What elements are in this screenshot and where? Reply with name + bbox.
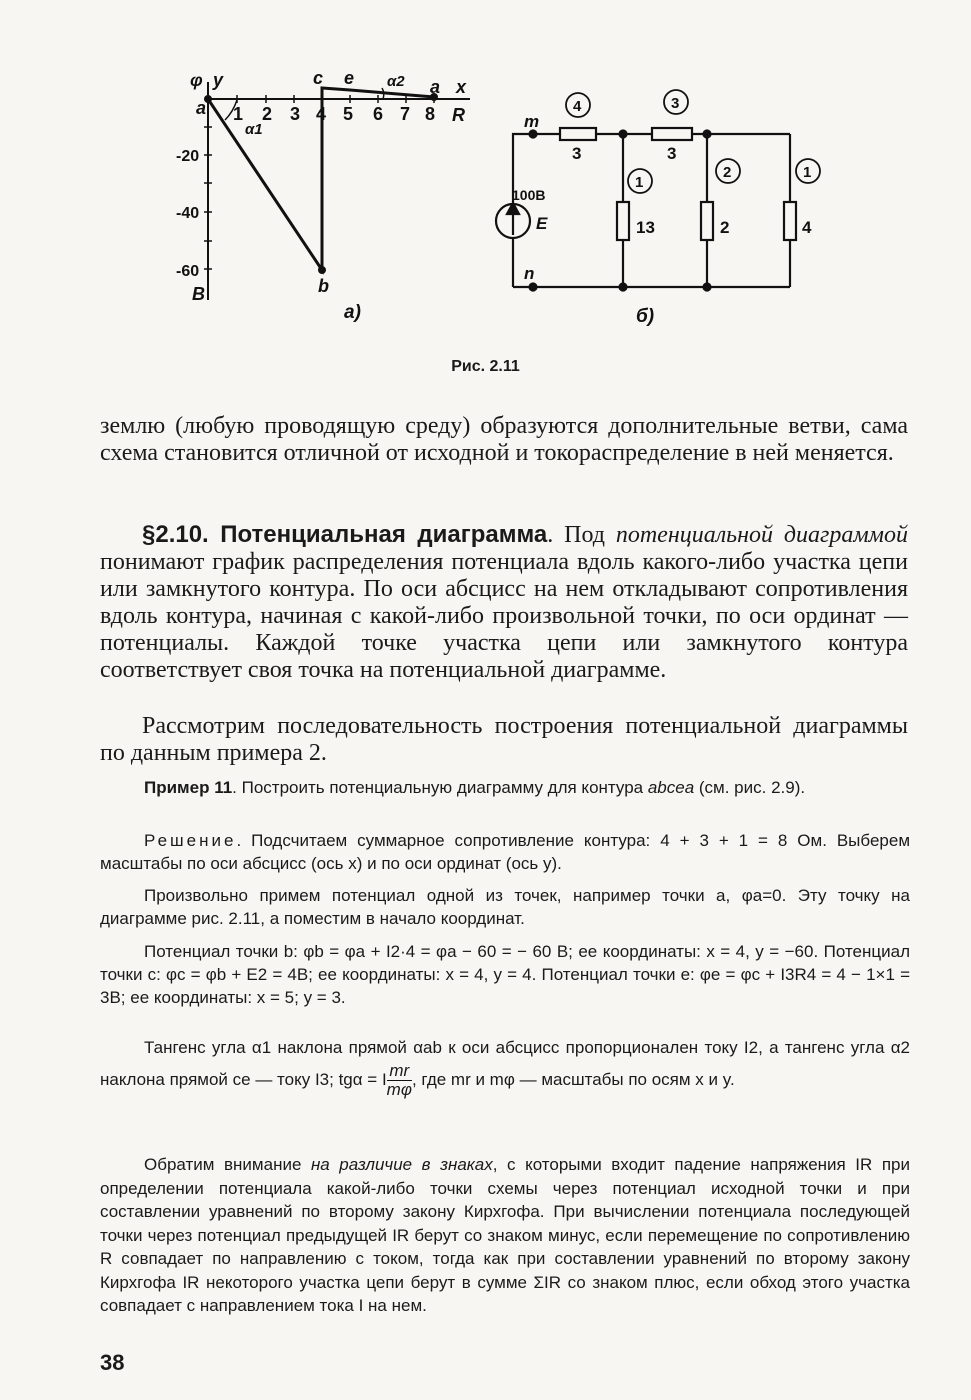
- x-tick-5: 5: [343, 104, 354, 124]
- node-m-label: m: [524, 112, 540, 131]
- branch-number-1a: 1: [635, 174, 644, 191]
- node-top-1: [620, 131, 627, 138]
- point-b-dot: [319, 267, 325, 273]
- resistor-branch-13-value: 13: [636, 218, 655, 237]
- figure-caption: Рис. 2.11: [451, 358, 520, 375]
- paragraph-5: [100, 940, 910, 1009]
- section-text-b: понимают график распределения потенциала вдоль какого-либо участка цепи или замкнутого контура. По оси абсцисс на нем откладывают сопротивления вдоль контура, начиная с какой-либо произвольной точки, по оси ординат — потенциалы. Каждой точке участка цепи или замкнутого контура соответствует своя точка на потенциальной диаграмме.: [100, 549, 908, 683]
- paragraph-7-emphasis: на различие в знаках: [310, 1155, 493, 1174]
- x-label: x: [456, 77, 467, 97]
- x-tick-7: 7: [400, 104, 411, 124]
- sublabel-a: а): [344, 302, 361, 323]
- resistor-branch-2-value: 2: [720, 218, 730, 237]
- node-bottom-2: [704, 284, 711, 291]
- section-paragraph: [100, 521, 908, 684]
- node-m-dot: [530, 131, 537, 138]
- example-heading: Пример 11: [144, 778, 233, 797]
- section-heading: §2.10. Потенциальная диаграмма: [142, 521, 548, 548]
- x-tick-2: 2: [262, 104, 273, 124]
- point-c-label: c: [313, 68, 324, 88]
- y-unit-label: В: [192, 284, 205, 304]
- solution-paragraph: [100, 829, 910, 875]
- section-emphasis: потенциальной диаграммой: [615, 522, 908, 548]
- paragraph-6-text-a: Тангенс угла α1 наклона прямой αab к оси абсцисс пропорционален току I2, а тангенс угла α2 наклона прямой ce — току I3; tgα = I: [100, 1038, 910, 1089]
- figure-2-11: [0, 0, 971, 400]
- example-paragraph: [100, 776, 910, 799]
- alpha1-label: α1: [245, 121, 263, 138]
- phi-label: φ: [190, 70, 203, 90]
- source-voltage-label: 100В: [512, 187, 546, 203]
- fraction-numerator: mr: [387, 1062, 412, 1081]
- node-top-2: [704, 131, 711, 138]
- x-tick-3: 3: [290, 104, 301, 124]
- paragraph-7-text-b: , с которыми входит падение напряжения IR при определении потенциала какой-либо точки схемы через потенциал исходной точки и при составлении уравнений по второму закону Кирхгофа. При вычислении потенциала последующей точки через потенциал предыдущей IR берут со знаком минус, если перемещение по сопротивлению R совпадает по направлению с током, тогда как при составлении уравнений по второму закону Кирхгофа IR некоторого участка цепи берут в сумме ΣIR со знаком плюс, если обход этого участка совпадает с направлением тока I на нем.: [100, 1155, 910, 1315]
- paragraph-1: землю (любую проводящую среду) образуются дополнительные ветви, сама схема становится отличной от исходной и токораспределение в ней меняется.: [100, 413, 908, 466]
- sublabel-b: б): [636, 306, 655, 327]
- y-tick-minus40: -40: [176, 205, 200, 222]
- solution-text: . Подсчитаем суммарное сопротивление контура: 4 + 3 + 1 = 8 Ом. Выберем масштабы по оси абсцисс (ось x) и по оси ординат (ось y).: [100, 831, 910, 873]
- fraction-denominator: mφ: [386, 1080, 412, 1099]
- resistor-branch-2: [701, 202, 713, 240]
- scale-fraction: [387, 1062, 412, 1099]
- node-n-dot: [530, 284, 537, 291]
- y-tick-minus60: -60: [176, 263, 200, 280]
- paragraph-3-text: Рассмотрим последовательность построения потенциальной диаграммы по данным примера 2.: [100, 713, 908, 766]
- node-bottom-1: [620, 284, 627, 291]
- branch-number-4: 4: [573, 98, 582, 115]
- point-a-end-label: a: [430, 77, 441, 97]
- resistor-branch-13: [617, 202, 629, 240]
- section-text-a: . Под: [547, 522, 616, 548]
- point-e-label: e: [344, 68, 355, 88]
- x-tick-8: 8: [425, 104, 436, 124]
- page-number: 38: [100, 1350, 125, 1375]
- paragraph-6-text-b: , где mr и mφ — масштабы по осям x и y.: [411, 1069, 735, 1089]
- x-tick-6: 6: [373, 104, 384, 124]
- paragraph-5-text: Потенциал точки b: φb = φa + I2·4 = φa − 60 = − 60 В; ее координаты: x = 4, y = −60. Потенциал точки c: φc = φb + E2 = 4В; ее координаты: x = 4, y = 4. Потенциал точки e: φe = φc + I3R4 = 4 − 1×1 = 3В; ее координаты: x = 5; y = 3.: [100, 942, 910, 1007]
- r-label: R: [452, 105, 465, 125]
- paragraph-4: [100, 884, 910, 930]
- resistor-top-1-value: 3: [572, 144, 582, 163]
- solution-heading: Решение: [144, 831, 237, 850]
- branch-number-3: 3: [671, 95, 680, 112]
- branch-number-1b: 1: [803, 164, 812, 181]
- node-n-label: n: [524, 264, 535, 283]
- example-text-a: . Построить потенциальную диаграмму для контура: [232, 778, 648, 797]
- resistor-top-2-value: 3: [667, 144, 677, 163]
- paragraph-7-text-a: Обратим внимание: [144, 1155, 311, 1174]
- paragraph-6: [100, 1034, 910, 1099]
- example-contour: abcea: [647, 778, 695, 797]
- resistor-top-2: [652, 128, 692, 140]
- paragraph-7: [100, 1153, 910, 1318]
- point-a-label: a: [196, 98, 207, 118]
- point-b-label: b: [318, 276, 329, 296]
- alpha2-label: α2: [387, 73, 405, 90]
- resistor-branch-4-value: 4: [802, 218, 812, 237]
- paragraph-4-text: Произвольно примем потенциал одной из точек, например точки a, φa=0. Эту точку на диаграмме рис. 2.11, а поместим в начало координат.: [100, 886, 910, 928]
- example-text-b: (см. рис. 2.9).: [694, 778, 806, 797]
- y-label: y: [213, 70, 224, 90]
- source-e-label: E: [536, 214, 548, 233]
- y-tick-minus20: -20: [176, 148, 200, 165]
- x-tick-4: 4: [316, 104, 327, 124]
- resistor-top-1: [560, 128, 596, 140]
- x-tick-1: 1: [233, 104, 244, 124]
- paragraph-3: [100, 713, 908, 767]
- resistor-branch-4: [784, 202, 796, 240]
- branch-number-2: 2: [723, 164, 732, 181]
